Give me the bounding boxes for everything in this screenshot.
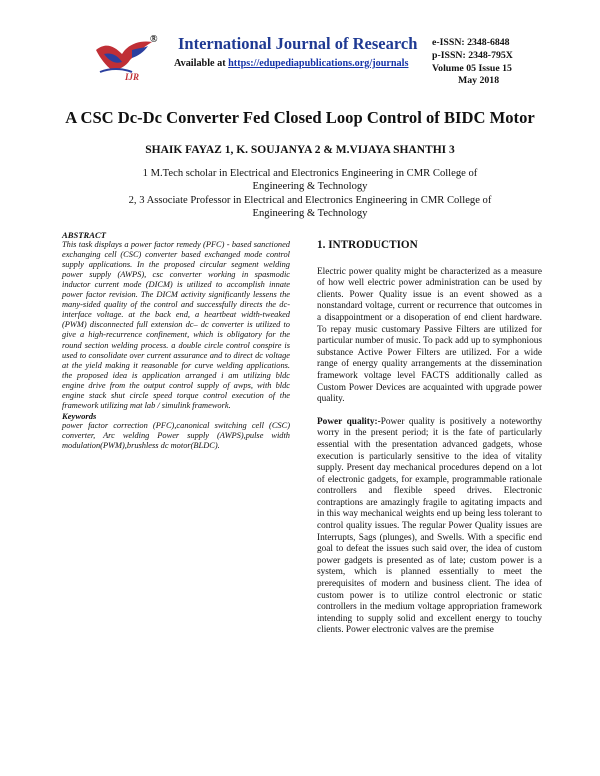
issue-date: May 2018 <box>458 75 500 87</box>
affiliation-2: 2, 3 Associate Professor in Electrical and Electronics Engineering in CMR College of Engineering & Technology <box>128 194 492 220</box>
journal-link[interactable]: https://edupediapublications.org/journals <box>228 58 409 69</box>
affiliation-1: 1 M.Tech scholar in Electrical and Electronics Engineering in CMR College of Engineering & Technology <box>142 168 478 193</box>
introduction-heading: 1. INTRODUCTION <box>317 239 418 251</box>
registered-mark: ® <box>150 34 158 45</box>
abstract-heading: ABSTRACT <box>62 230 106 240</box>
paper-title: A CSC Dc-Dc Converter Fed Closed Loop Control of BIDC Motor <box>65 108 535 127</box>
abstract-body: This task displays a power factor remedy (PFC) - based sanctioned exchanging cell (CSC) converter based exchanged mode control supply applications. In the proposed circular segment welding power supply (AWPS), csc converter working in spasmodic inductor current mode (DICM) is utilized to accomplish innate power factor revision. The DICM activity significantly lessens the many-sided quality of the control and successfully directs the dc-interface voltage. at the back end, a heartbeat width-tweaked (PWM) disconnected full extension dc– dc converter is utilized to give a high-recurrence confinement, which is obligatory for the round section welding process. a double circle control conspire is used to consolidate over current assurance and to direct dc voltage at the yield making it reasonable for curve welding applications. the proposed idea is application arranged i am utilizing bldc engine drive from the output control supply of awps, with bldc engine stack shut circle speed torque control execution of the framework utilizing mat lab / simulink framework. <box>62 240 290 410</box>
issn-block <box>432 37 542 88</box>
introduction-para-1: Electric power quality might be characterized as a measure of how well electric power administration can be used by clients. Power Quality issue is an event showed as a nonstandard voltage, current or recurrence that outcomes in a disappointment or a disoperation of end client hardware. To repay music customary Passive Filters are utilized for particular number of music. To pack add up to symphonious substance Active Power Filters are utilized. For a wide range of energy quality arrangements at the dissemination framework voltage level FACTS additionally called as Custom Power Devices are acquainted with upgrade power quality. <box>317 266 542 405</box>
power-quality-body: Power quality is positively a noteworthy worry in the present period; it is the fate of particularly essential with the presentation advanced gadgets, whose execution is particularly sensitive to the idea of vitality supply. Present day mechanical procedures depend on a lot of electronic gadgets, for example, programmable rationale controllers and flexible speed drives. Electronic contraptions are amazingly fragile to agitating impacts and in this way mechanical weights end up being less tolerant to control quality issues. The regular Power Quality issues are Interrupts, Sags (plunges), and Swells. With a specific end goal to defeat the issues such said over, the idea of custom power gadgets is presented as of late; custom power is a system, which is planned essentially to meet the prerequisites of modern and business client. The idea of custom power is to utilize control electronic or static controllers in the medium voltage appropriation framework intending to supply solid and excellent energy to touchy clients. Power electronic valves are the premise <box>317 416 542 636</box>
eissn: e-ISSN: 2348-6848 <box>432 37 510 48</box>
power-quality-lead: Power quality:- <box>317 416 381 427</box>
keywords-heading: Keywords <box>62 410 97 421</box>
available-prefix: Available at <box>174 58 226 69</box>
volume-issue: Volume 05 Issue 15 <box>432 62 512 74</box>
introduction-column <box>317 240 542 648</box>
journal-logo <box>92 36 156 82</box>
power-quality-paragraph <box>317 417 542 637</box>
pissn: p-ISSN: 2348-795X <box>432 49 513 61</box>
journal-title: International Journal of Research <box>178 34 418 53</box>
logo-text: IJR <box>125 72 140 82</box>
keywords-body: power factor correction (PFC),canonical switching cell (CSC) converter, Arc welding Power supply (AWPS),pulse width modulation(PWM),brushless dc motor(BLDC). <box>62 420 290 450</box>
abstract-column <box>62 230 290 451</box>
eagle-icon <box>96 42 152 73</box>
affiliations <box>120 167 500 221</box>
availability-line <box>174 58 408 69</box>
authors: SHAIK FAYAZ 1, K. SOUJANYA 2 & M.VIJAYA SHANTHI 3 <box>145 144 455 156</box>
